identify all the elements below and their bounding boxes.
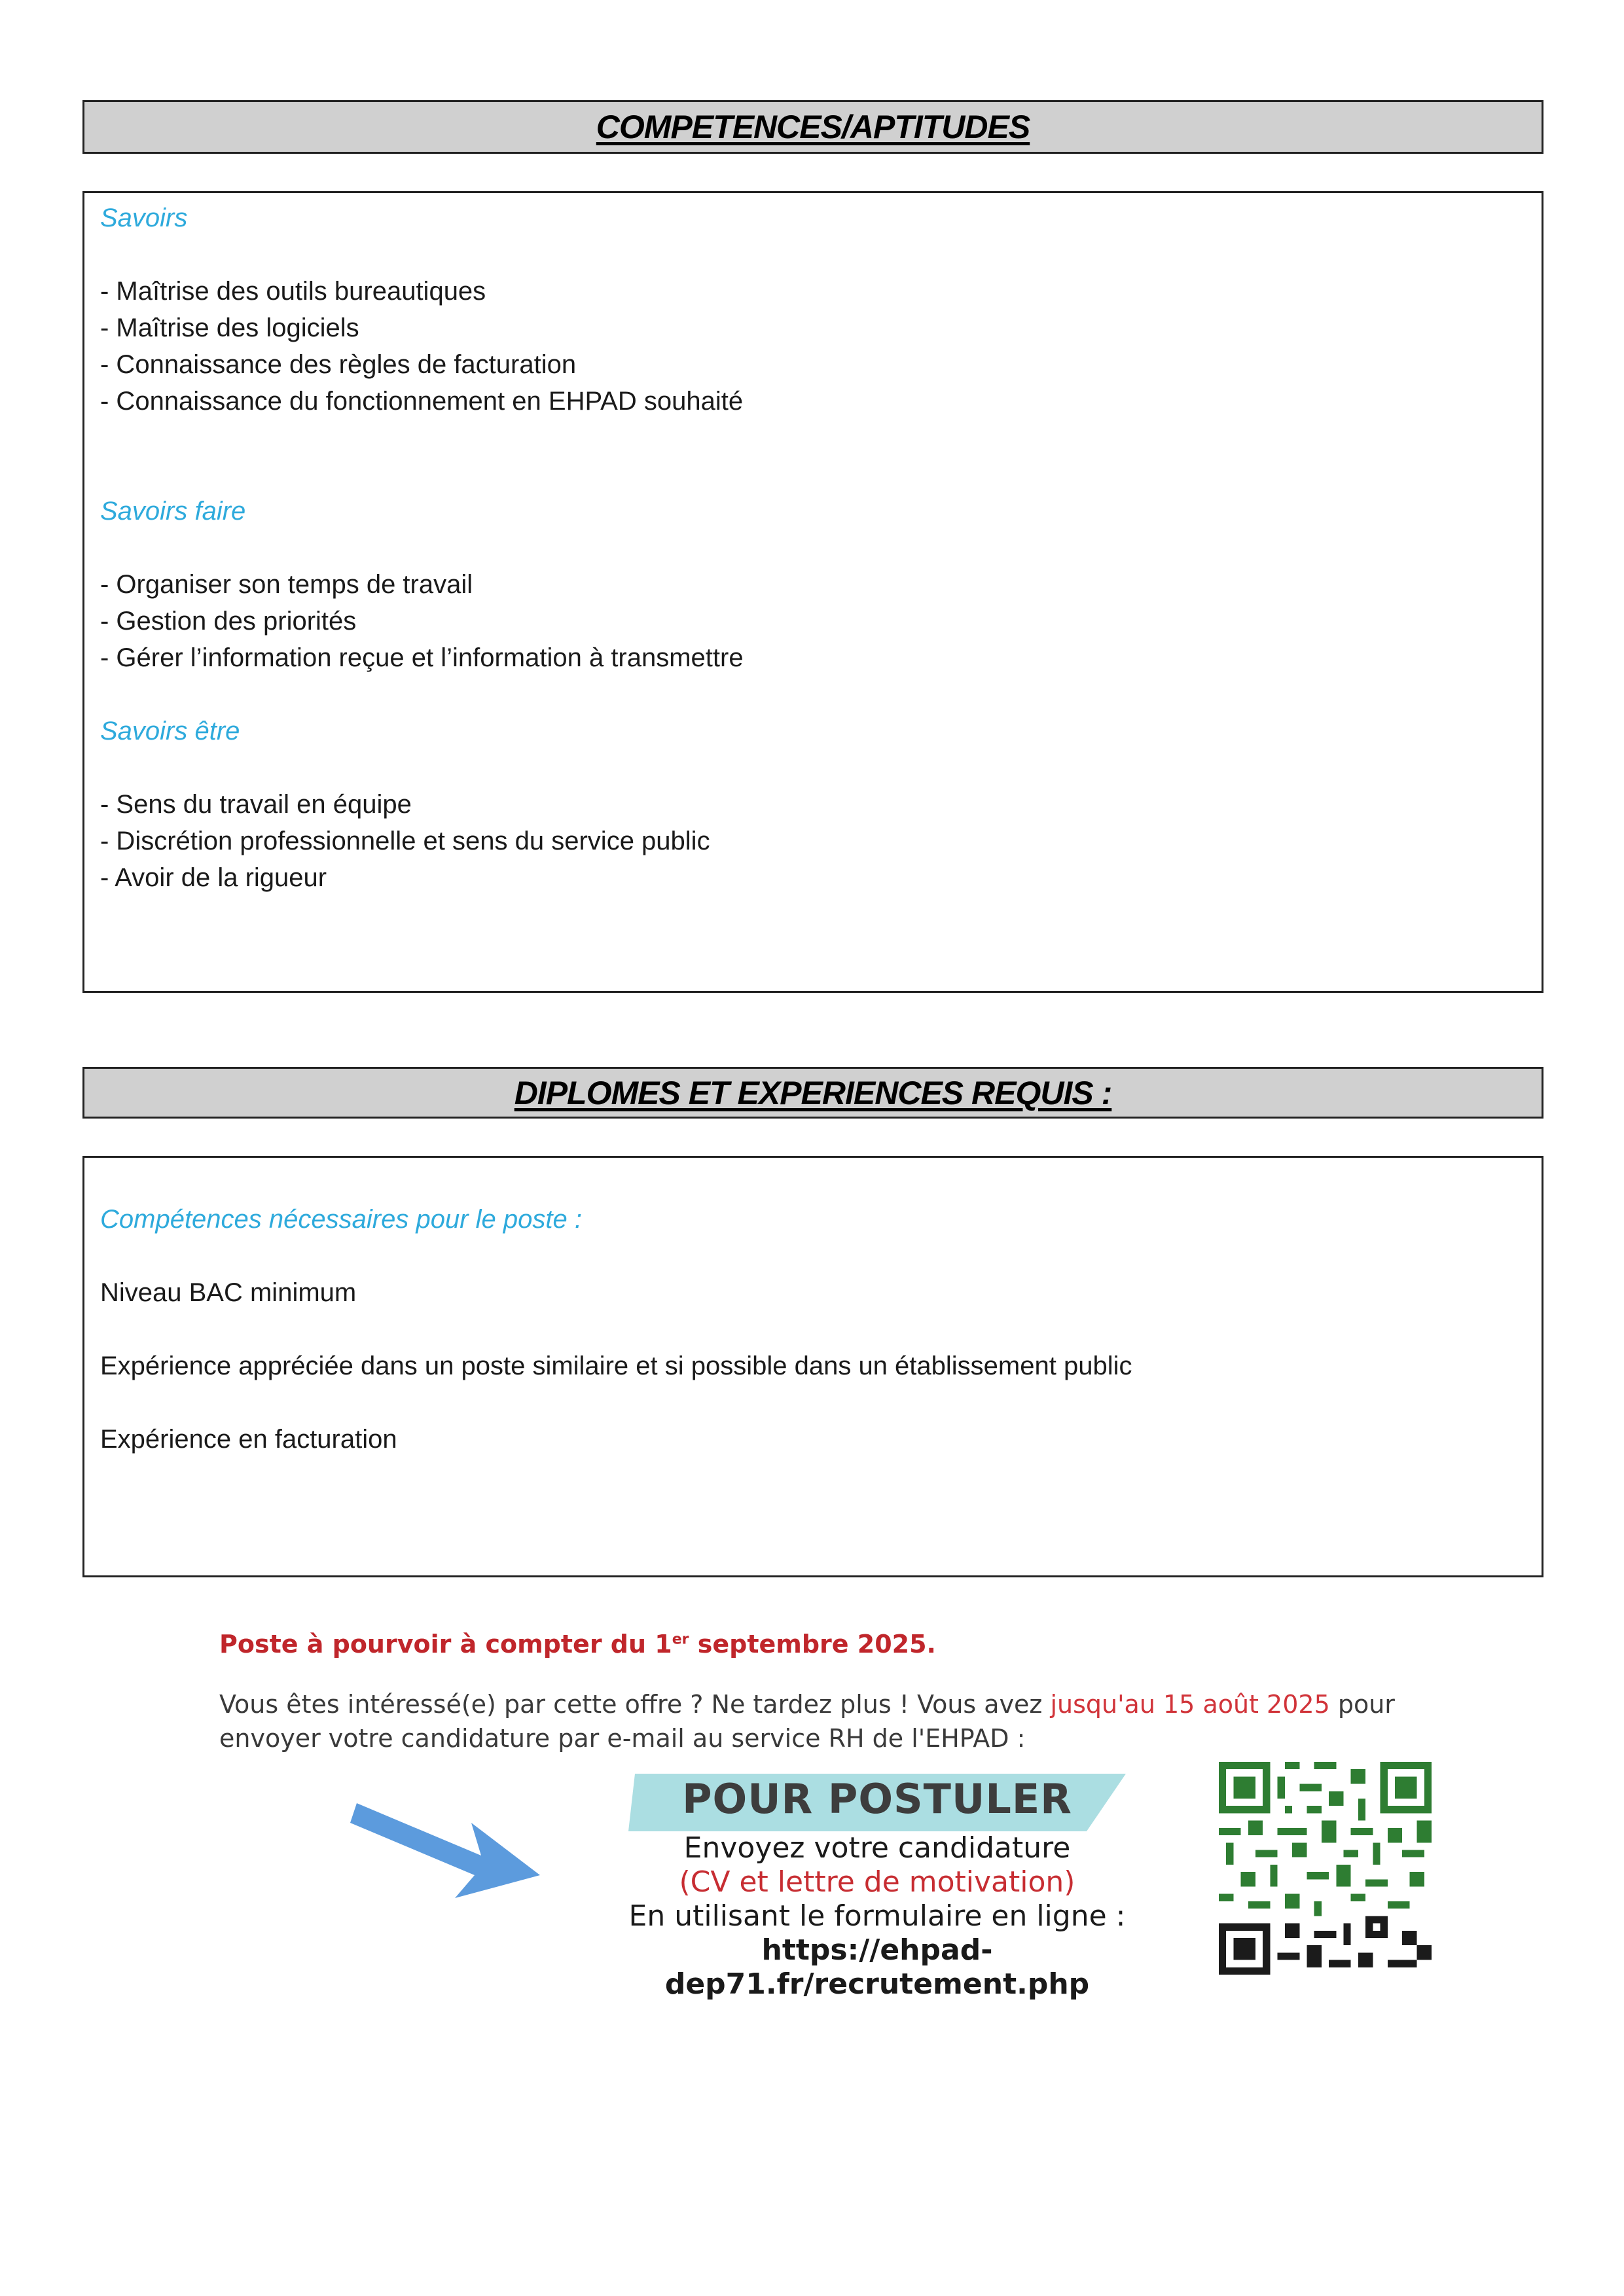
list-item: - Avoir de la rigueur xyxy=(100,863,327,892)
apply-url-link[interactable]: https://ehpad-dep71.fr/recrutement.php xyxy=(664,1933,1090,2001)
savoirs-heading: Savoirs xyxy=(100,204,188,232)
list-item: - Connaissance du fonctionnement en EHPAD souhaité xyxy=(100,387,744,416)
list-item: Expérience appréciée dans un poste similaire et si possible dans un établissement public xyxy=(100,1352,1132,1380)
deadline: jusqu'au 15 août 2025 xyxy=(1050,1690,1330,1719)
diplomes-box xyxy=(82,1156,1543,1577)
list-item: Expérience en facturation xyxy=(100,1425,397,1454)
diplomes-header xyxy=(82,1067,1543,1119)
list-item: - Sens du travail en équipe xyxy=(100,790,412,819)
apply-line-2: (CV et lettre de motivation) xyxy=(679,1865,1075,1899)
list-item: - Maîtrise des logiciels xyxy=(100,314,359,342)
apply-line-3: En utilisant le formulaire en ligne : xyxy=(628,1899,1126,1933)
diplomes-title: DIPLOMES ET EXPERIENCES REQUIS : xyxy=(514,1074,1112,1111)
list-item: - Gestion des priorités xyxy=(100,607,357,636)
savoirs-faire-heading: Savoirs faire xyxy=(100,497,246,526)
list-item: - Maîtrise des outils bureautiques xyxy=(100,277,486,306)
diplomes-heading: Compétences nécessaires pour le poste : xyxy=(100,1205,582,1234)
competences-title: COMPETENCES/APTITUDES xyxy=(596,109,1030,145)
start-date-suffix: septembre 2025. xyxy=(689,1630,936,1659)
interest-prefix: Vous êtes intéressé(e) par cette offre ? Ne tardez plus ! Vous avez xyxy=(219,1690,1051,1719)
list-item: - Connaissance des règles de facturation xyxy=(100,350,577,379)
competences-header xyxy=(82,100,1543,154)
application-info xyxy=(219,1630,1450,1755)
interest-text xyxy=(219,1687,1450,1755)
start-date-sup: er xyxy=(672,1631,689,1648)
list-item: - Gérer l’information reçue et l’information à transmettre xyxy=(100,643,744,672)
list-item: - Discrétion professionnelle et sens du service public xyxy=(100,827,710,855)
apply-line-1: Envoyez votre candidature xyxy=(683,1831,1071,1865)
arrow-right-icon xyxy=(350,1784,547,1901)
list-item: Niveau BAC minimum xyxy=(100,1278,357,1307)
apply-title: POUR POSTULER xyxy=(682,1775,1072,1823)
apply-block xyxy=(563,1774,1191,2001)
start-date xyxy=(219,1630,1450,1659)
interest-suffix: pour envoyer votre candidature par e-mail au service RH de l'EHPAD : xyxy=(219,1690,1395,1753)
start-date-prefix: Poste à pourvoir à compter du 1 xyxy=(219,1630,672,1659)
qr-code[interactable] xyxy=(1219,1762,1432,1975)
list-item: - Organiser son temps de travail xyxy=(100,570,473,599)
apply-banner xyxy=(628,1774,1126,1831)
savoirs-etre-heading: Savoirs être xyxy=(100,717,240,745)
competences-box xyxy=(82,191,1543,993)
